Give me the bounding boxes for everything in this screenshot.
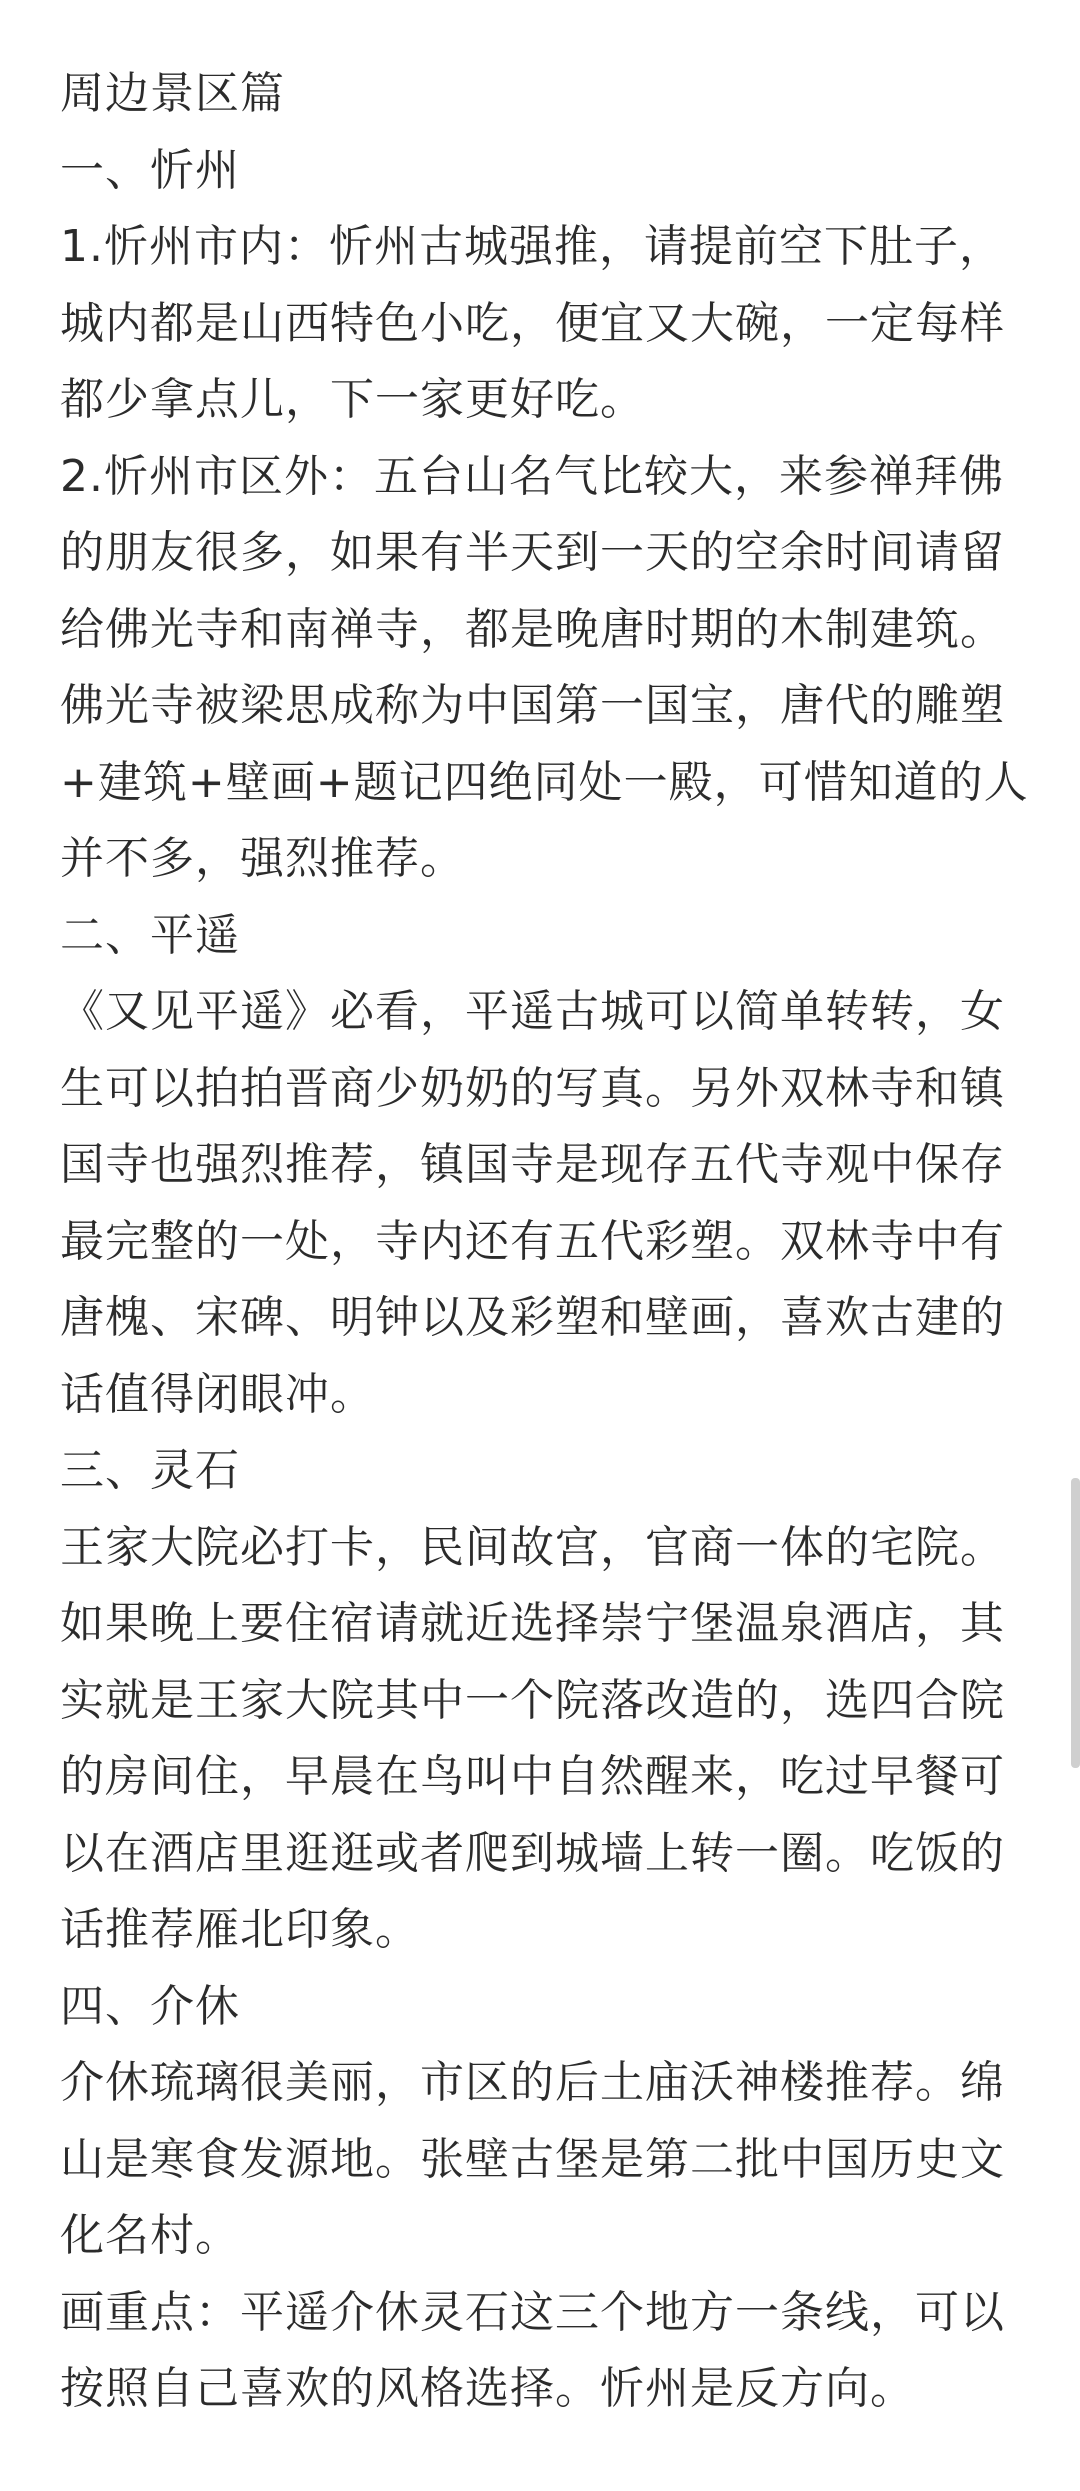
text-line: 唐槐、宋碑、明钟以及彩塑和壁画，喜欢古建的 — [60, 1292, 1005, 1343]
text-line: 《又见平遥》必看，平遥古城可以简单转转，女 — [60, 986, 1005, 1037]
text-line: 实就是王家大院其中一个院落改造的，选四合院 — [60, 1674, 1005, 1726]
text-line: 佛光寺被梁思成称为中国第一国宝，唐代的雕塑 — [60, 680, 1005, 731]
text-line: 生可以拍拍晋商少奶奶的写真。另外双林寺和镇 — [60, 1062, 1005, 1114]
text-line: 山是寒食发源地。张壁古堡是第二批中国历史文 — [60, 2133, 1005, 2185]
text-line: 都少拿点儿，下一家更好吃。 — [60, 374, 645, 425]
text-line: 话推荐雁北印象。 — [60, 1904, 420, 1955]
section-heading-lingshi: 三、灵石 — [60, 1445, 240, 1496]
text-line: 化名村。 — [60, 2210, 240, 2261]
text-line: 城内都是山西特色小吃，便宜又大碗，一定每样 — [60, 297, 1005, 349]
text-line: 王家大院必打卡，民间故宫，官商一体的宅院。 — [60, 1521, 1005, 1573]
text-line: 1.忻州市内：忻州古城强推，请提前空下肚子， — [60, 221, 1004, 272]
section-heading-jiexiu: 四、介休 — [60, 1980, 240, 2032]
text-line: 以在酒店里逛逛或者爬到城墙上转一圈。吃饭的 — [60, 1827, 1005, 1879]
section-heading-xinzhou: 一、忻州 — [60, 144, 240, 196]
text-line: 如果晚上要住宿请就近选择崇宁堡温泉酒店，其 — [60, 1598, 1005, 1649]
key-point-line: 按照自己喜欢的风格选择。忻州是反方向。 — [60, 2363, 915, 2414]
text-line: 最完整的一处，寺内还有五代彩塑。双林寺中有 — [60, 1215, 1005, 1267]
article-title: 周边景区篇 — [60, 68, 285, 119]
vertical-scrollbar[interactable] — [1071, 1478, 1080, 1768]
text-line: 国寺也强烈推荐，镇国寺是现存五代寺观中保存 — [60, 1139, 1005, 1190]
text-line: 话值得闭眼冲。 — [60, 1368, 375, 1420]
text-line: 并不多，强烈推荐。 — [60, 833, 465, 884]
text-line: 给佛光寺和南禅寺，都是晚唐时期的木制建筑。 — [60, 603, 1005, 655]
text-line: 介休琉璃很美丽，市区的后土庙沃神楼推荐。绵 — [60, 2057, 1005, 2108]
text-line: 的房间住，早晨在鸟叫中自然醒来，吃过早餐可 — [60, 1751, 1005, 1802]
article-body — [60, 56, 1035, 2428]
section-heading-pingyao: 二、平遥 — [60, 909, 240, 961]
text-line: 2.忻州市区外：五台山名气比较大，来参禅拜佛 — [60, 450, 1004, 502]
text-line: +建筑+壁画+题记四绝同处一殿，可惜知道的人 — [60, 756, 1029, 808]
key-point-line: 画重点：平遥介休灵石这三个地方一条线，可以 — [60, 2286, 1005, 2338]
text-line: 的朋友很多，如果有半天到一天的空余时间请留 — [60, 527, 1005, 578]
